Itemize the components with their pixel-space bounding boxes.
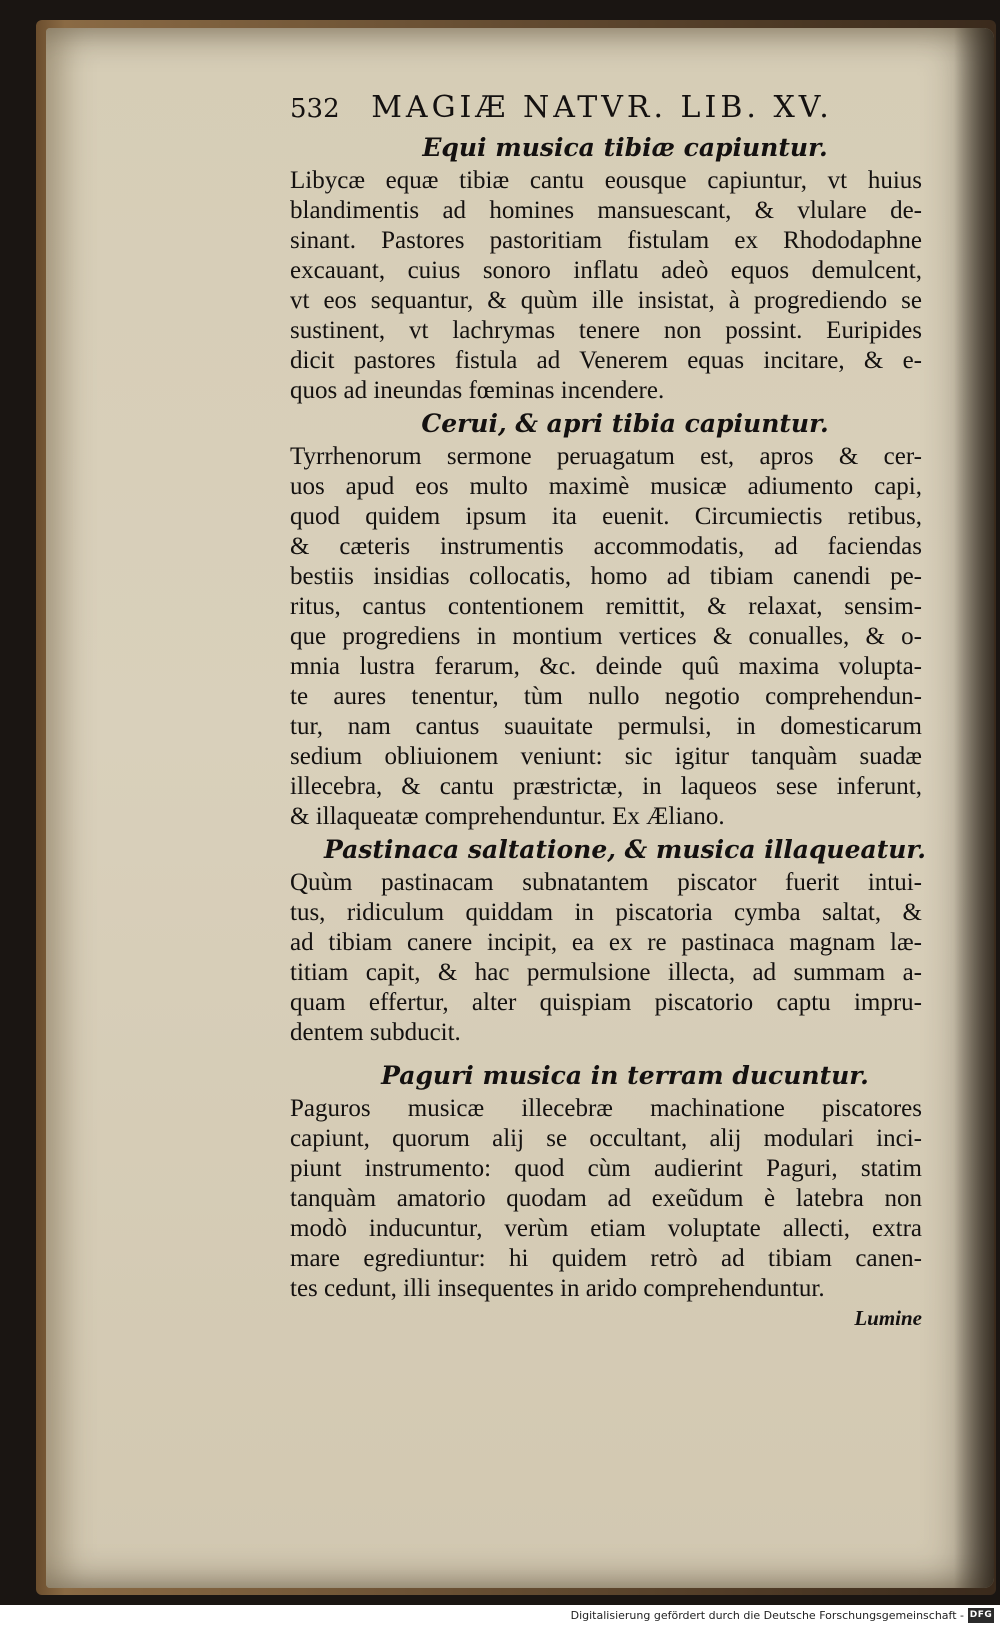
text-line: sinant. Pastores pastoritiam fistulam ex Rhododaphne bbox=[290, 227, 922, 254]
text-line: titiam capit, & hac permulsione illecta, ad summam a- bbox=[290, 959, 922, 986]
sections bbox=[290, 130, 960, 1304]
section-heading: Equi musica tibiæ capiuntur. bbox=[422, 133, 828, 162]
text-line: blandimentis ad homines mansuescant, & vlulare de- bbox=[290, 197, 922, 224]
text-line: uos apud eos multo maximè musicæ adiumento capi, bbox=[290, 473, 922, 500]
text-line: Quùm pastinacam subnatantem piscator fuerit intui- bbox=[290, 869, 922, 896]
text-line: sustinent, vt lachrymas tenere non possint. Euripides bbox=[290, 317, 922, 344]
section-heading: Paguri musica in terram ducuntur. bbox=[381, 1061, 869, 1090]
text-line: ritus, cantus contentionem remittit, & relaxat, sensim- bbox=[290, 593, 922, 620]
text-line: vt eos sequantur, & quùm ille insistat, à progrediendo se bbox=[290, 287, 922, 314]
text-line: capiunt, quorum alij se occultant, alij modulari inci- bbox=[290, 1125, 922, 1152]
text-line: & cæteris instrumentis accommodatis, ad faciendas bbox=[290, 533, 922, 560]
text-line: dicit pastores fistula ad Venerem equas incitare, & e- bbox=[290, 347, 922, 374]
text-line: tanquàm amatorio quodam ad exeũdum è latebra non bbox=[290, 1185, 922, 1212]
text-line: tes cedunt, illi insequentes in arido comprehenduntur. bbox=[290, 1275, 825, 1302]
text-line: tur, nam cantus suauitate permulsi, in domesticarum bbox=[290, 713, 922, 740]
page-text bbox=[290, 86, 960, 1332]
text-line: quos ad ineundas fœminas incendere. bbox=[290, 377, 665, 404]
running-head bbox=[290, 86, 960, 130]
text-line: ad tibiam canere incipit, ea ex re pastinaca magnam læ- bbox=[290, 929, 922, 956]
text-line: quod quidem ipsum ita euenit. Circumiectis retibus, bbox=[290, 503, 922, 530]
text-line: Libycæ equæ tibiæ cantu eousque capiuntur, vt huius bbox=[290, 167, 922, 194]
digitization-footer bbox=[0, 1605, 1000, 1628]
text-line: dentem subducit. bbox=[290, 1019, 461, 1046]
text-line: bestiis insidias collocatis, homo ad tibiam canendi pe- bbox=[290, 563, 922, 590]
catchword: Lumine bbox=[854, 1306, 922, 1330]
section-heading: Cerui, & apri tibia capiuntur. bbox=[421, 409, 829, 438]
text-line: Tyrrhenorum sermone peruagatum est, apros & cer- bbox=[290, 443, 922, 470]
section-gap bbox=[290, 1048, 960, 1058]
section-heading: Pastinaca saltatione, & musica illaqueatur. bbox=[323, 835, 927, 864]
text-line: tus, ridiculum quiddam in piscatoria cymba saltat, & bbox=[290, 899, 922, 926]
dfg-logo: DFG bbox=[968, 1608, 994, 1623]
text-line: que progrediens in montium vertices & conualles, & o- bbox=[290, 623, 922, 650]
page-gutter-shadow bbox=[954, 28, 994, 1588]
text-line: Paguros musicæ illecebræ machinatione piscatores bbox=[290, 1095, 922, 1122]
text-line: illecebra, & cantu præstrictæ, in laqueos sese inferunt, bbox=[290, 773, 922, 800]
funding-note: Digitalisierung gefördert durch die Deutsche Forschungsgemeinschaft - bbox=[570, 1609, 964, 1622]
running-head-title: MAGIÆ NATVR. LIB. XV. bbox=[371, 90, 833, 125]
text-line: piunt instrumento: quod cùm audierint Paguri, statim bbox=[290, 1155, 922, 1182]
page-number: 532 bbox=[290, 94, 340, 124]
text-line: quam effertur, alter quispiam piscatorio captu impru- bbox=[290, 989, 922, 1016]
text-line: excauant, cuius sonoro inflatu adeò equos demulcent, bbox=[290, 257, 922, 284]
text-line: te aures tenentur, tùm nullo negotio comprehendun- bbox=[290, 683, 922, 710]
text-line: mare egrediuntur: hi quidem retrò ad tibiam canen- bbox=[290, 1245, 922, 1272]
text-line: & illaqueatæ comprehenduntur. Ex Æliano. bbox=[290, 803, 725, 830]
text-line: modò inducuntur, verùm etiam voluptate allecti, extra bbox=[290, 1215, 922, 1242]
text-line: sedium obliuionem veniunt: sic igitur tanquàm suadæ bbox=[290, 743, 922, 770]
text-line: mnia lustra ferarum, &c. deinde quû maxima volupta- bbox=[290, 653, 922, 680]
